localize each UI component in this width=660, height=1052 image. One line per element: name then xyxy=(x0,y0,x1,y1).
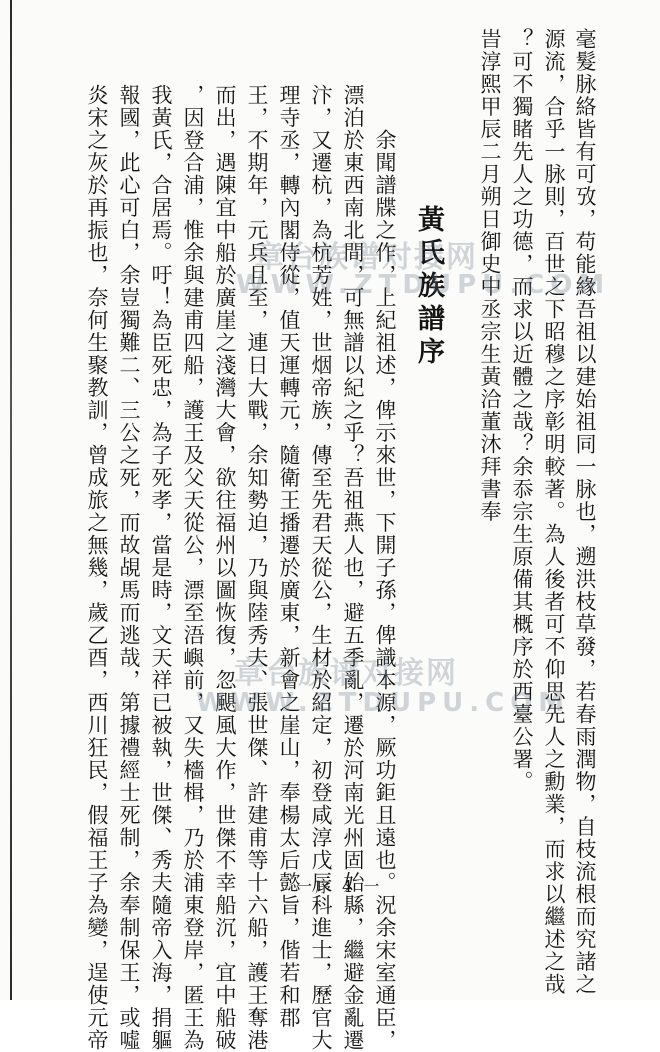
body-column-1: 余聞譜牒之作，上紀祖述，俾示來世，下開子孫，俾識本源，厥功鉅且遠也。況余宋室通臣， xyxy=(373,84,397,1052)
body-column-4: 理寺丞，轉內閣侍從，值天運轉元，隨衛王播遷於廣東，新會之崖山，奉楊太后懿旨，偕若和郡 xyxy=(277,84,301,1029)
text-column-2: 源流，合乎一脉則，百世之下昭穆之序彰明較著。為人後者可不仰思先人之勳業，而求以繼述之哉 xyxy=(542,28,566,996)
body-column-2: 漂泊於東西南北間，可無譜以紀之乎？吾祖燕人也，避五季亂，遷於河南光州固始縣，繼避金亂遷 xyxy=(341,84,365,1052)
body-column-6: 而出，遇陳宜中船於廣崖之淺灣大會，欲往福州以圖恢復，忽颶風大作，世傑不幸船沉，宜中船破 xyxy=(213,84,237,1052)
body-column-3: 汴，又遷杭，為杭芳姓，世烟帝族，傳至先君天從公，生材於紹定，初登咸淳戊辰科進士，歷官大 xyxy=(309,84,333,1052)
watermark-url-top: WWW.ZTDUPU.COM xyxy=(236,270,611,300)
watermark-chinese-top: 章台族谱对接网 xyxy=(254,240,478,275)
body-column-8: 我黃氏，合居焉。吁！為臣死忠，為子死孝，當是時，文天祥已被執，世傑、秀夫隨帝入海，捐軀 xyxy=(149,84,173,1052)
page-edge-shadow xyxy=(10,0,12,1000)
text-column-4: 旹淳熙甲辰二月朔日御史中丞宗生黃洽董沐拜書奉 xyxy=(478,28,502,523)
watermark-url-bottom: WWW.ZTDUPU.COM xyxy=(196,688,571,718)
text-column-1: 毫髮脉絡皆有可攷，苟能緣吾祖以建始祖同一脉也，遡洪枝草發，若春雨潤物，自枝流根而究諸之 xyxy=(573,28,597,996)
text-column-3: ？可不獨睹先人之功德，而求以近體之哉？余忝宗生原備其概序於西臺公署。 xyxy=(510,28,534,793)
section-heading: 黃氏族譜序 xyxy=(413,205,444,370)
watermark-chinese-bottom: 章台族谱对接网 xyxy=(234,656,458,691)
body-column-7: ，因登合浦，惟余與建甫四船，護王及父天從公，漂至浯嶼前，又失檣楫，乃於浦東登岸，匿王為 xyxy=(181,84,205,1052)
body-column-9: 報國，此心可白，余豈獨難二、三公之死，而故覘馬而逃哉，第據禮經士死制，余奉制保王，或噓 xyxy=(117,84,141,1052)
body-column-10: 炎宋之灰於再振也，奈何生聚教訓，曾成旅之無幾，歲乙酉，西川狂民，假福王子為變，逞使元帝 xyxy=(85,84,109,1052)
page-number: 一序 4 一 xyxy=(296,877,383,896)
body-column-5: 王，不期年，元兵且至，連日大戰，余知勢迫，乃與陸秀夫、張世傑、許建甫等十六船，護王奪港 xyxy=(245,84,269,1052)
